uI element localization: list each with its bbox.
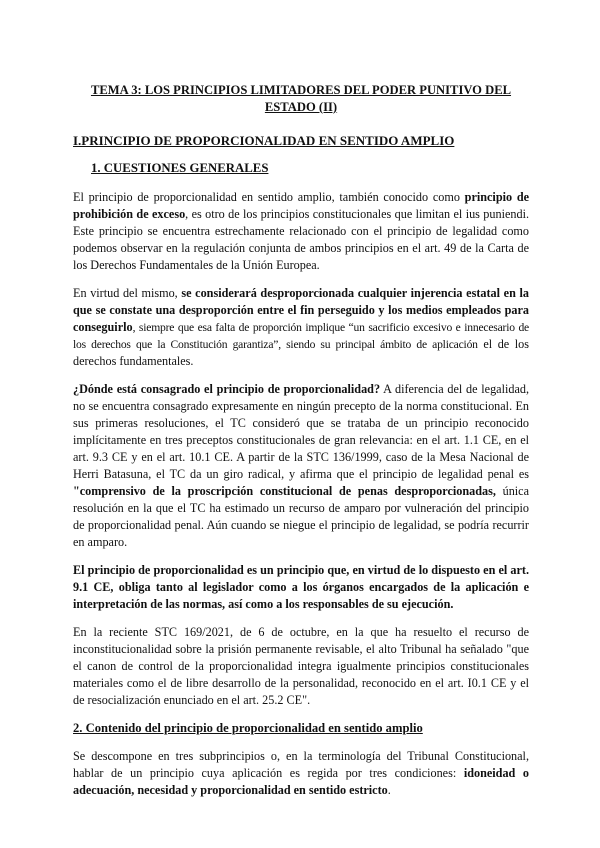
paragraph-subprincipios-text-a: Se descompone en tres subprincipios o, en la terminología del Tribunal Constitucional, hablar de un principio cuya aplicación es regida por tres condiciones: [73,749,529,780]
paragraph-subprincipios-bold: idoneidad o adecuación, necesidad y proporcionalidad en sentido estricto [73,766,529,797]
paragraph-desproporcion-text-c: , siempre que esa falta de proporción implique “un sacrificio excesivo e innecesario de los derechos que la Constitución garantiza”, siendo su principal ámbito de aplicación [73,321,529,351]
paragraph-consagracion-bold-quote: "comprensivo de la proscripción constitucional de penas desproporcionadas, [73,484,496,498]
paragraph-definicion-bold: principio de prohibición de exceso [73,190,530,221]
paragraph-definicion [73,189,529,274]
paragraph-definicion-text-c: , es otro de los principios constitucionales que limitan el ius puniendi. Este principio se encuentra estrechamente relacionado con el principio de legalidad como podemos observar en la regulación conjunta de ambos principios en el art. 49 de la Carta de los Derechos Fundamentales de la Unión Europea. [73,207,529,272]
paragraph-consagracion-text-b: A diferencia del de legalidad, no se encuentra consagrado expresamente en ningún precepto de la norma constitucional. En sus primeras resoluciones, el TC consideró que se trataba de un principio reconocido implícitamente en tres preceptos constitucionales de gran relevancia: en el art. 1.1 CE, en el art. 9.3 CE y en el art. 10.1 CE. A partir de la STC 136/1999, caso de la Mesa Nacional de Herri Batasuna, el TC da un giro radical, y afirma que el principio de legalidad penal es [73,382,529,481]
section-heading-contenido: 2. Contenido del principio de proporcionalidad en sentido amplio [73,721,423,735]
paragraph-definicion-text-a: El principio de proporcionalidad en sentido amplio, también conocido como [73,190,465,204]
document-body [73,82,529,810]
paragraph-subprincipios-text-c: . [387,783,391,797]
paragraph-obligacion-bold: El principio de proporcionalidad es un principio que, en virtud de lo dispuesto en el art. 9.1 CE, obliga tanto al legislador como a los órganos encargados de la aplicación e interpretación de las normas, así como a los responsables de su ejecución. [73,563,529,611]
paragraph-stc-169-2021 [73,624,529,709]
paragraph-desproporcion-text-a: En virtud del mismo, [73,286,182,300]
paragraph-desproporcion [73,285,529,370]
paragraph-subprincipios [73,748,529,799]
paragraph-obligacion [73,562,529,613]
paragraph-consagracion-text-d: única resolución en la que el TC ha estimado un recurso de amparo por vulneración del principio de proporcionalidad penal. Aún cuando se niegue el principio de legalidad, se podría recurrir en amparo. [73,484,529,549]
paragraph-desproporcion-bold: se considerará desproporcionada cualquier injerencia estatal en la que se constate una desproporción entre el fin perseguido y los medios empleados para conseguirlo [73,286,529,334]
paragraph-consagracion [73,381,529,551]
document-title: TEMA 3: LOS PRINCIPIOS LIMITADORES DEL PODER PUNITIVO DEL ESTADO (II) [90,83,512,114]
section-heading-proporcionalidad: I.PRINCIPIO DE PROPORCIONALIDAD EN SENTIDO AMPLIO [73,133,455,148]
paragraph-desproporcion-text-d: el de los derechos fundamentales. [73,337,529,368]
subsection-heading-cuestiones-generales: 1. CUESTIONES GENERALES [91,161,269,175]
paragraph-stc-169-2021-text: En la reciente STC 169/2021, de 6 de octubre, en la que ha resuelto el recurso de inconstitucionalidad sobre la prisión permanente revisable, el alto Tribunal ha señalado "que el canon de control de la proporcionalidad integra igualmente principios constitucionales materiales como el de libre desarrollo de la personalidad, reconocido en el art. I0.1 CE y el de resocialización enunciado en el art. 25.2 CE". [73,625,529,707]
paragraph-consagracion-question: ¿Dónde está consagrado el principio de proporcionalidad? [73,382,381,396]
